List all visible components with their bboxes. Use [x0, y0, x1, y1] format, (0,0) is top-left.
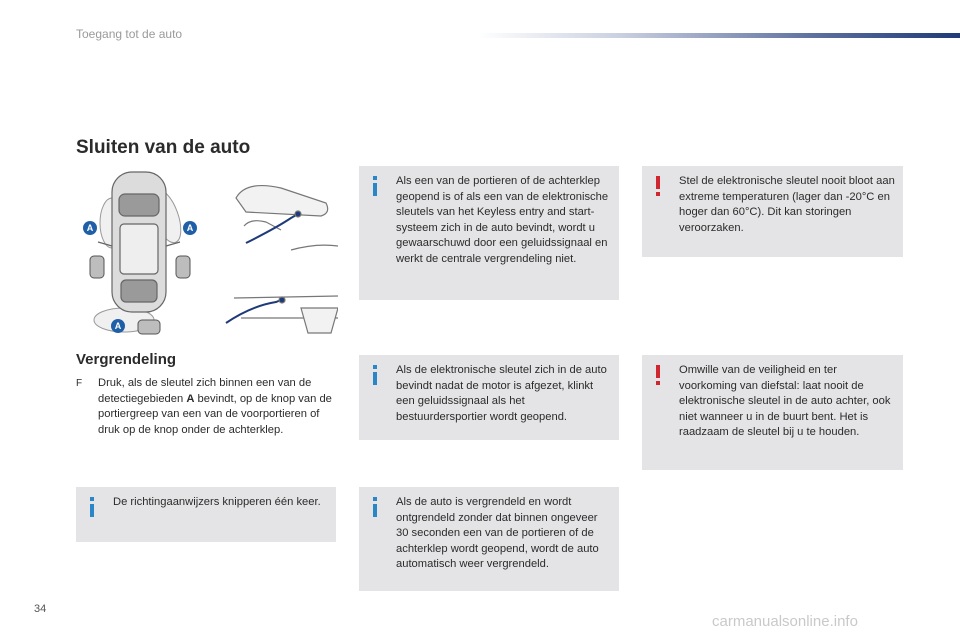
warning-icon [652, 364, 664, 386]
warning-icon [652, 175, 664, 197]
page-number: 34 [34, 603, 47, 615]
section-header: Toegang tot de auto [76, 27, 183, 41]
info-icon [369, 496, 381, 518]
section-subtitle: Vergrendeling [76, 351, 177, 368]
info-text-key-inside: Als de elektronische sleutel zich in de auto bevindt nadat de motor is afgezet, klinkt een geluidssignaal als het bestuurdersportier wordt geopend. [396, 364, 607, 423]
warning-text-temperature: Stel de elektronische sleutel nooit bloot aan extreme temperaturen (lager dan -20°C en hoger dan 60°C). Dit kan storingen veroorzaken. [679, 175, 895, 234]
header-bar [478, 33, 960, 38]
info-icon [86, 496, 98, 518]
info-icon [369, 364, 381, 386]
zone-reference: A [186, 392, 195, 405]
info-box-indicators [76, 487, 336, 542]
warning-box-theft [642, 355, 903, 470]
info-text-auto-relock: Als de auto is vergrendeld en wordt ontgrendeld zonder dat binnen ongeveer 30 seconden een van de portieren of de achterklep wordt geopend, wordt de auto automatisch weer vergrendeld. [396, 496, 599, 571]
door-handle-detail [236, 186, 338, 250]
zone-label-right: A [186, 223, 194, 233]
warning-box-temperature [642, 166, 903, 257]
watermark: carmanualsonline.info [712, 613, 858, 630]
lock-instruction-text-2: bevindt, op de knop van de portiergreep van een van de voorportieren of druk op de knop onder de achterklep. [98, 392, 332, 436]
warning-text-theft: Omwille van de veiligheid en ter voorkoming van diefstal: laat nooit de elektronische sleutel in de auto achter, ook niet wanneer u in de buurt bent. Het is raadzaam de sleutel bij u te houden. [679, 364, 891, 439]
info-text-warning-signal: Als een van de portieren of de achterklep geopend is of als een van de elektronische sleutels van het Keyless entry and start-systeem zich in de auto bevindt, wordt u gewaarschuwd door een geluidssignaal en werkt de centrale vergrendeling niet. [396, 175, 609, 265]
info-box-key-inside [359, 355, 619, 440]
tailgate-detail [226, 296, 338, 333]
keyless-zones-illustration [76, 168, 338, 344]
zone-label-left: A [86, 223, 94, 233]
info-box-warning-signal [359, 166, 619, 300]
zone-label-rear: A [114, 321, 122, 331]
page-title: Sluiten van de auto [76, 137, 251, 158]
info-box-auto-relock [359, 487, 619, 591]
info-icon [369, 175, 381, 197]
lock-instruction-text-1: Druk, als de sleutel zich binnen een van de detectiegebieden [98, 377, 312, 405]
bullet-arrow-icon: F [76, 378, 83, 389]
lock-instruction [76, 376, 336, 438]
info-text-indicators: De richtingaanwijzers knipperen één keer. [113, 496, 321, 508]
